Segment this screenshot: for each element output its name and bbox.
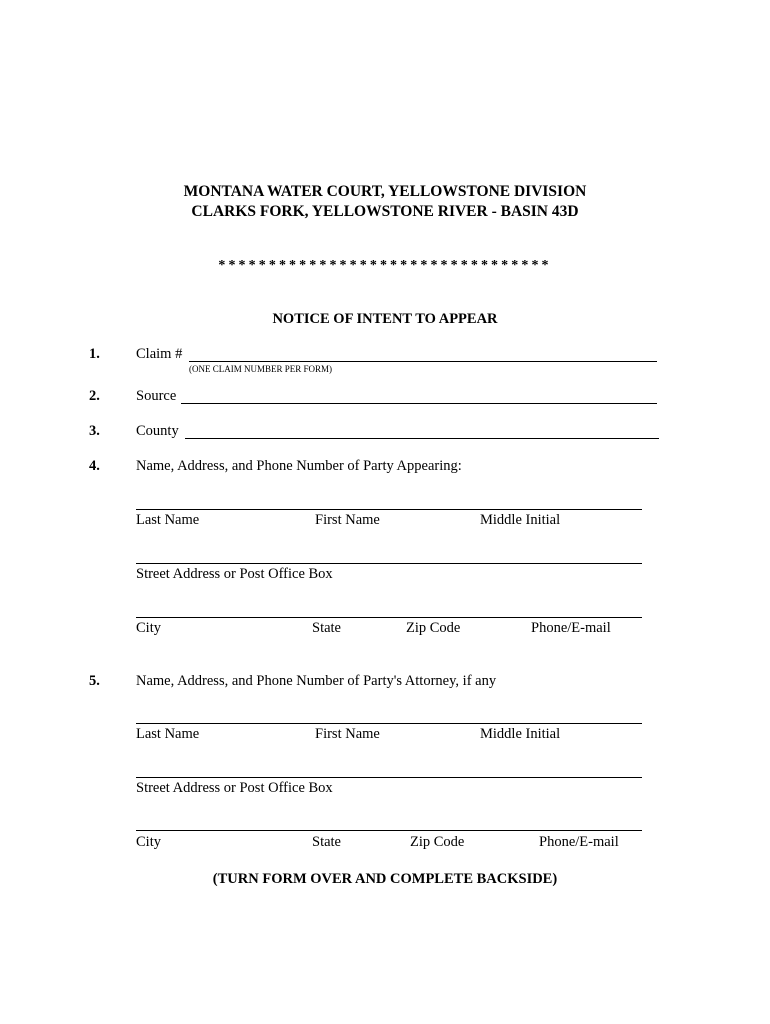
item-2-number: 2. [89,388,100,404]
attorney-street-line [136,777,642,778]
item-5-number: 5. [89,673,100,689]
attorney-city-field[interactable] [136,813,642,831]
item-3-number: 3. [89,423,100,439]
attorney-zip-label: Zip Code [410,834,465,850]
attorney-state-label: State [312,834,341,850]
party-phone-label: Phone/E-mail [531,620,611,636]
attorney-street-field[interactable] [136,760,642,778]
item-1-number: 1. [89,346,100,362]
attorney-city-line [136,830,642,831]
attorney-last-name-label: Last Name [136,726,200,742]
item-4-number: 4. [89,458,100,474]
attorney-heading: Name, Address, and Phone Number of Party's Attorney, if any [136,673,497,689]
source-field[interactable] [181,385,657,403]
attorney-name-field[interactable] [136,706,642,724]
party-state-label: State [312,620,341,636]
star-divider: ********************************* [218,258,552,273]
attorney-city-label: City [136,834,161,850]
party-name-field[interactable] [136,492,642,510]
party-first-name-label: First Name [315,512,380,528]
party-street-label: Street Address or Post Office Box [136,566,333,582]
attorney-phone-label: Phone/E-mail [539,834,619,850]
party-zip-label: Zip Code [406,620,461,636]
party-last-name-label: Last Name [136,512,200,528]
attorney-middle-initial-label: Middle Initial [480,726,561,742]
attorney-first-name-label: First Name [315,726,380,742]
claim-number-line [189,361,657,362]
county-label: County [136,423,179,439]
claim-label: Claim # [136,346,183,362]
county-line [185,438,659,439]
county-field[interactable] [185,420,659,438]
source-label: Source [136,388,177,404]
party-street-field[interactable] [136,546,642,564]
party-heading: Name, Address, and Phone Number of Party Appearing: [136,458,462,474]
court-title: MONTANA WATER COURT, YELLOWSTONE DIVISION [183,183,587,200]
party-city-label: City [136,620,161,636]
basin-title: CLARKS FORK, YELLOWSTONE RIVER - BASIN 43D [191,203,579,220]
party-name-line [136,509,642,510]
claim-note: (ONE CLAIM NUMBER PER FORM) [189,364,333,374]
attorney-street-label: Street Address or Post Office Box [136,780,333,796]
party-city-field[interactable] [136,600,642,618]
turn-over-instruction: (TURN FORM OVER AND COMPLETE BACKSIDE) [212,871,558,887]
party-city-line [136,617,642,618]
party-middle-initial-label: Middle Initial [480,512,561,528]
form-title: NOTICE OF INTENT TO APPEAR [272,311,498,327]
attorney-name-line [136,723,642,724]
source-line [181,403,657,404]
party-street-line [136,563,642,564]
claim-number-field[interactable] [189,343,657,361]
